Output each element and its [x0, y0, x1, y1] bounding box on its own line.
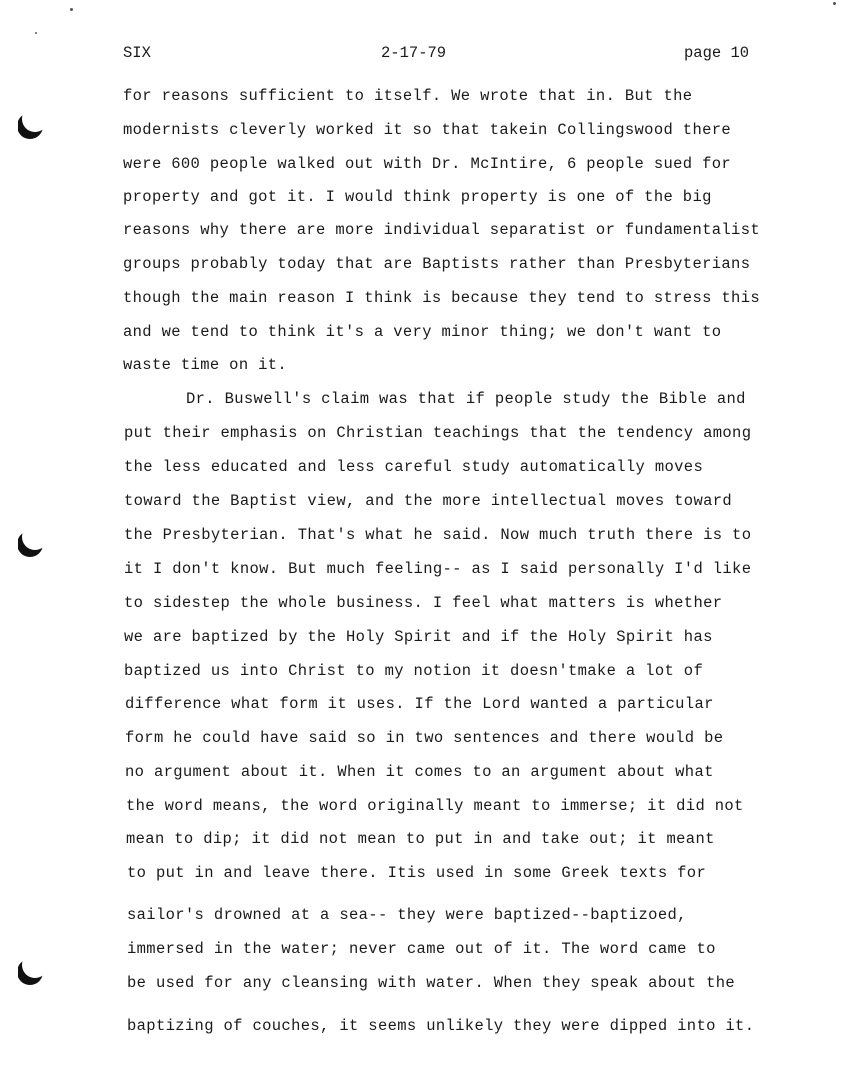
scan-speck	[70, 8, 73, 11]
text-line: toward the Baptist view, and the more intellectual moves toward	[124, 492, 733, 510]
scan-speck	[35, 32, 37, 34]
header-date: 2-17-79	[381, 44, 447, 62]
text-line: property and got it. I would think property is one of the big	[123, 188, 712, 206]
text-line: were 600 people walked out with Dr. McIntire, 6 people sued for	[123, 155, 732, 173]
text-line: sailor's drowned at a sea-- they were baptized--baptizoed,	[127, 906, 687, 924]
text-line: no argument about it. When it comes to an argument about what	[125, 763, 714, 781]
text-line: for reasons sufficient to itself. We wrote that in. But the	[123, 87, 693, 105]
text-line: reasons why there are more individual separatist or fundamentalist	[123, 221, 760, 239]
text-line: to put in and leave there. Itis used in some Greek texts for	[127, 864, 707, 882]
binder-hole-mark	[18, 110, 48, 140]
text-line: the less educated and less careful study automatically moves	[124, 458, 704, 476]
section-label: SIX	[123, 44, 151, 62]
page-header	[123, 44, 763, 66]
page-number: page 10	[684, 44, 750, 62]
text-line: groups probably today that are Baptists rather than Presbyterians	[123, 255, 751, 273]
text-line: baptized us into Christ to my notion it doesn'tmake a lot of	[124, 662, 704, 680]
binder-hole-mark	[18, 956, 48, 986]
text-line: modernists cleverly worked it so that takein Collingswood there	[123, 121, 732, 139]
text-line: and we tend to think it's a very minor thing; we don't want to	[123, 323, 722, 341]
text-line: we are baptized by the Holy Spirit and if the Holy Spirit has	[124, 628, 713, 646]
text-line: difference what form it uses. If the Lord wanted a particular	[125, 695, 714, 713]
text-line: the Presbyterian. That's what he said. Now much truth there is to	[124, 526, 752, 544]
text-line: waste time on it.	[123, 356, 288, 374]
binder-hole-mark	[18, 528, 48, 558]
text-line: immersed in the water; never came out of it. The word came to	[127, 940, 716, 958]
paragraph-first-line: Dr. Buswell's claim was that if people study the Bible and	[186, 390, 746, 408]
text-line: baptizing of couches, it seems unlikely they were dipped into it.	[127, 1017, 755, 1035]
text-line: the word means, the word originally meant to immerse; it did not	[126, 797, 744, 815]
text-line: it I don't know. But much feeling-- as I said personally I'd like	[124, 560, 752, 578]
scan-speck	[833, 2, 836, 5]
text-line: be used for any cleansing with water. When they speak about the	[127, 974, 736, 992]
text-line: to sidestep the whole business. I feel what matters is whether	[124, 594, 723, 612]
text-line: put their emphasis on Christian teachings that the tendency among	[124, 424, 752, 442]
text-line: form he could have said so in two sentences and there would be	[125, 729, 724, 747]
text-line: though the main reason I think is because they tend to stress this	[123, 289, 760, 307]
text-line: mean to dip; it did not mean to put in and take out; it meant	[126, 830, 715, 848]
